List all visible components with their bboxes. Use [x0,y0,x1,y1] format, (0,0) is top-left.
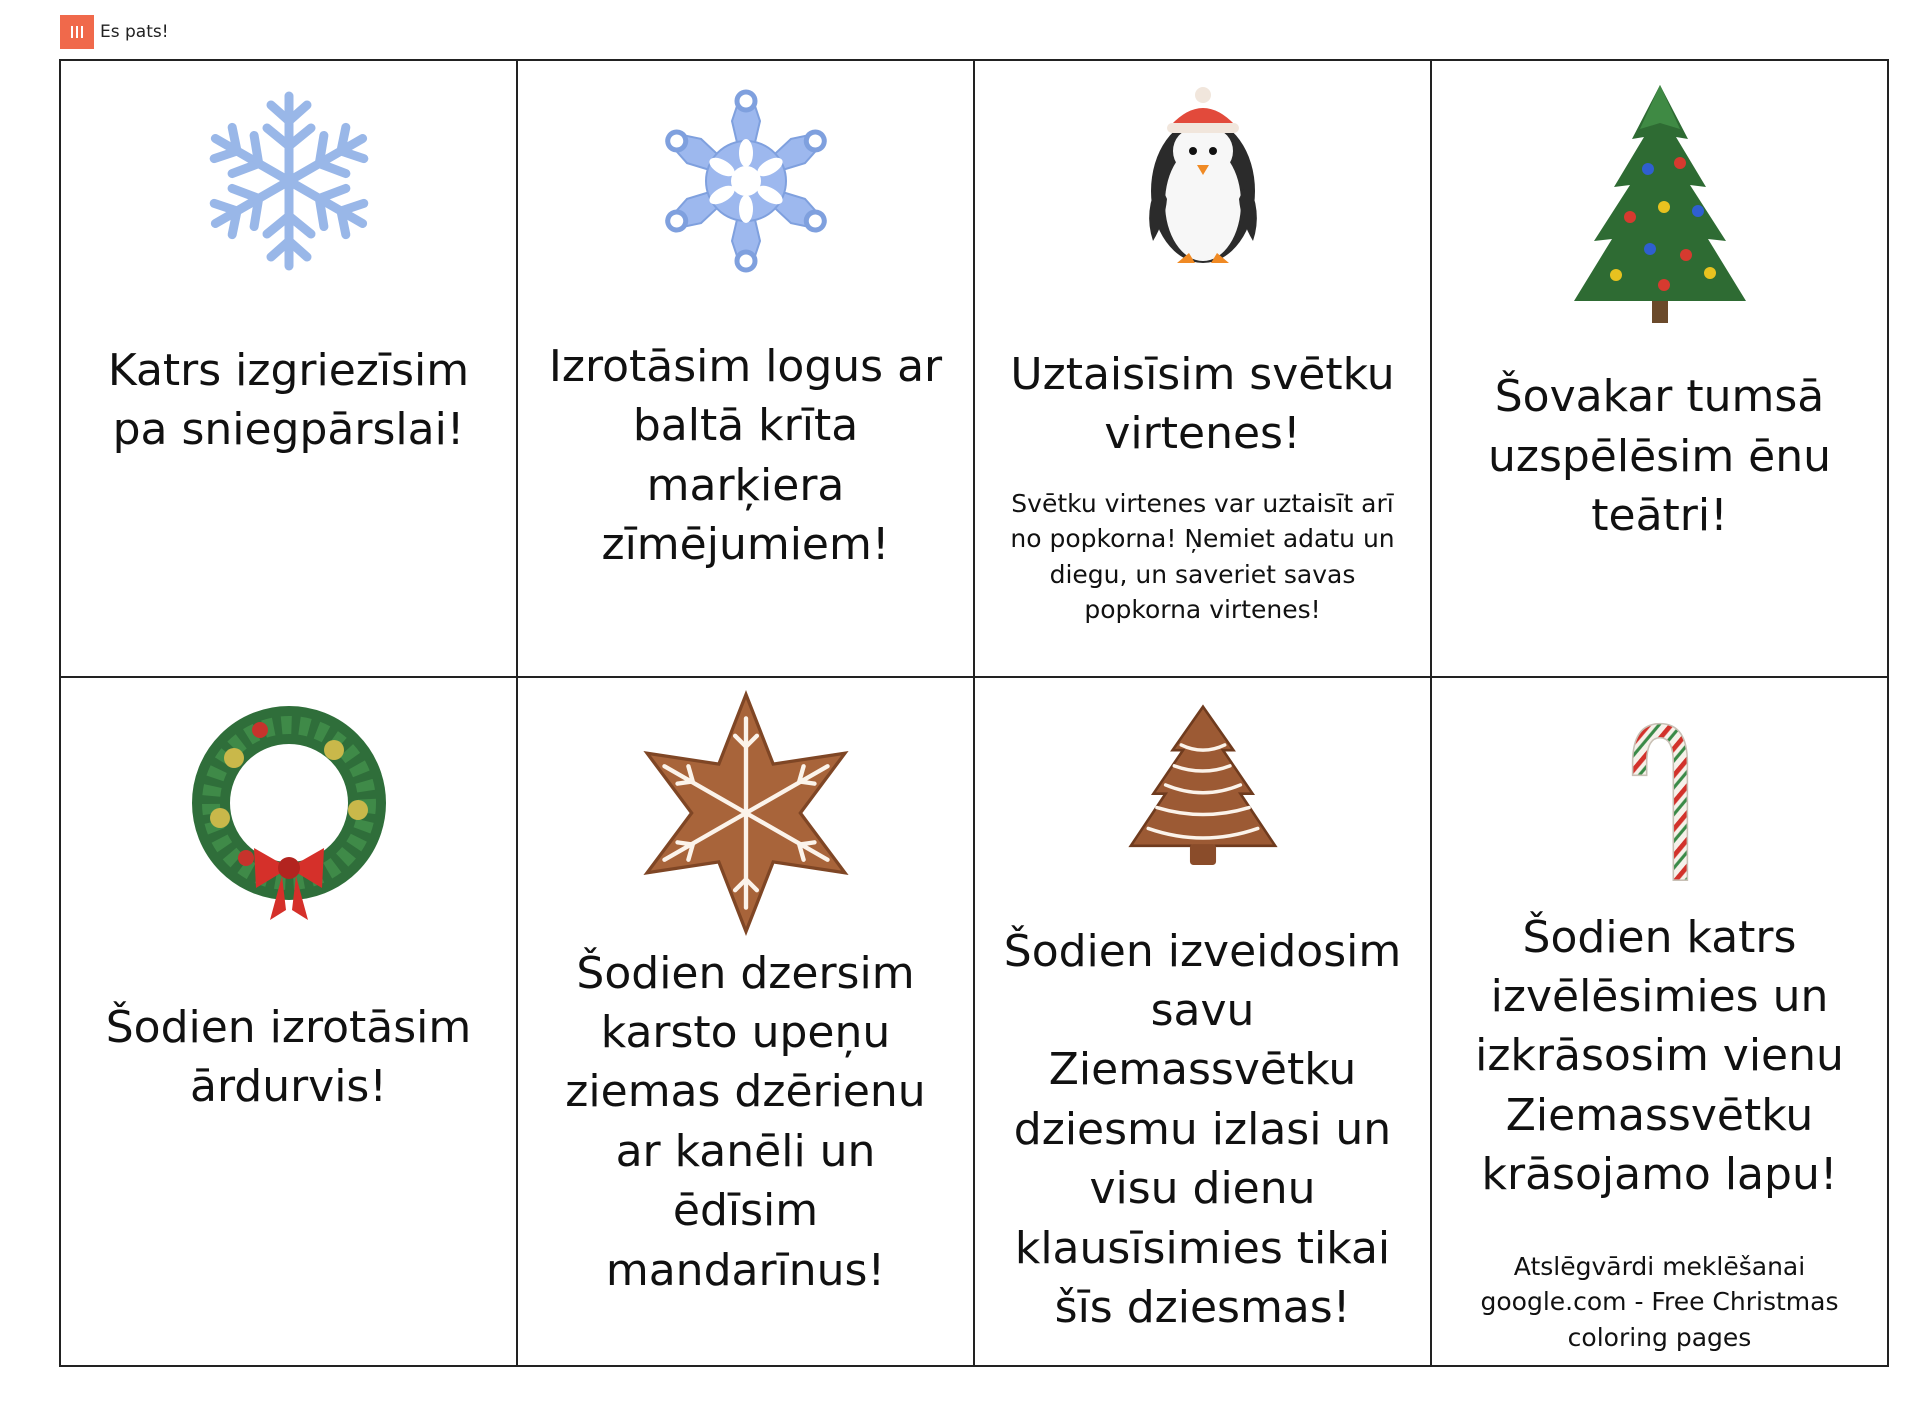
gingerbread-tree-icon [1103,698,1303,898]
card-text: Uztaisīsim svētku virtenes! [1010,349,1395,460]
penguin-icon [1103,81,1303,281]
card-text: Šodien dzersim karsto upeņu ziemas dzērienu ar kanēli un ēdīsim mandarīnus! [565,947,926,1296]
gingerbread-star-icon [621,688,871,938]
activity-card [61,678,518,1367]
activity-card [1432,678,1889,1367]
card-text: Šodien izveidosim savu Ziemassvētku dziesmu izlasi un visu dienu klausīsimies tikai šīs dziesmas! [1003,925,1402,1333]
card-text: Katrs izgriezīsim pa sniegpārslai! [107,345,470,456]
card-text: Šodien katrs izvēlēsimies un izkrāsosim vienu Ziemassvētku krāsojamo lapu! [1475,911,1844,1201]
card-note: Atslēgvārdi meklēšanai google.com - Free Christmas coloring pages [1480,1251,1839,1352]
card-text: Šodien izrotāsim ārdurvis! [105,1001,472,1112]
card-note: Svētku virtenes var uztaisīt arī no popkorna! Ņemiet adatu un diegu, un saveriet savas popkorna virtenes! [1010,488,1395,625]
christmas-tree-icon [1560,79,1760,329]
activity-card [975,61,1432,678]
wreath-icon [174,698,404,928]
card-text: Šovakar tumsā uzspēlēsim ēnu teātri! [1487,371,1832,542]
snowflake-cutout-icon [646,81,846,281]
snowflake-icon [189,81,389,281]
brand-name: Es pats! [100,22,169,42]
activity-card [518,678,975,1367]
brand-logo-icon [60,15,94,49]
activity-card [518,61,975,678]
brand [60,15,169,49]
activity-card [61,61,518,678]
activity-card [975,678,1432,1367]
activity-card [1432,61,1889,678]
activity-card-grid [59,59,1889,1367]
card-text: Izrotāsim logus ar baltā krīta marķiera zīmējumiem! [548,341,943,571]
candy-cane-icon [1570,698,1750,898]
